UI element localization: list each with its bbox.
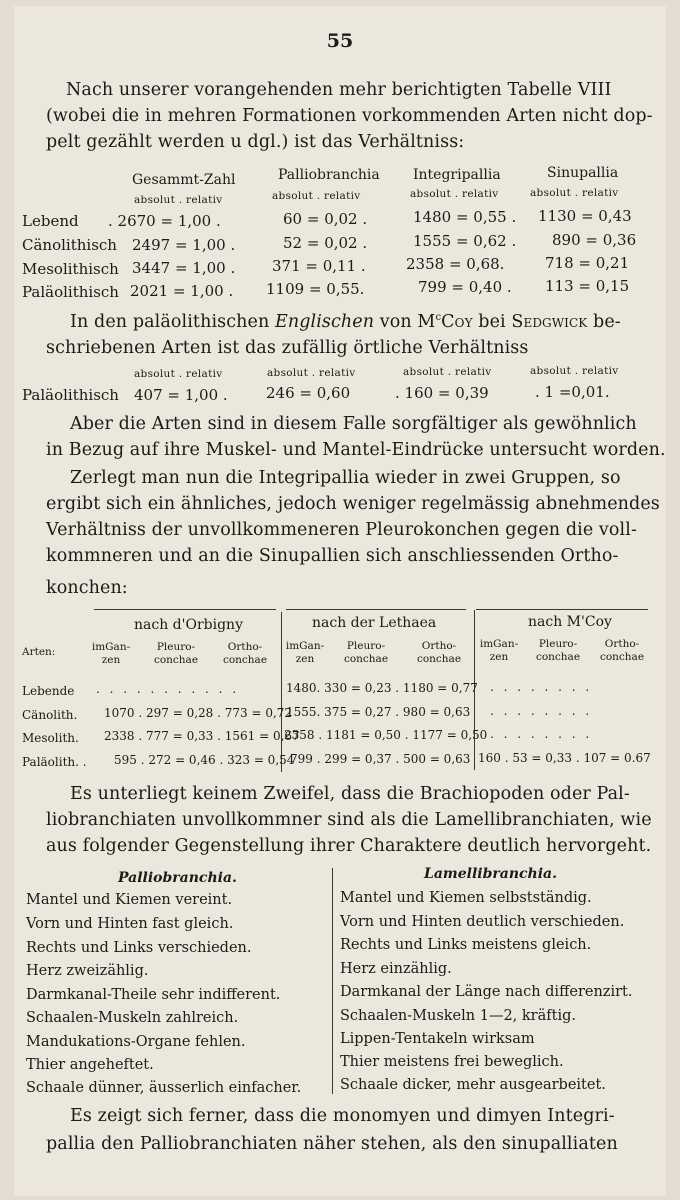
emphasis-text: Englischen: [274, 312, 375, 332]
table-row-label: Lebend: [22, 212, 79, 230]
text-run: be-: [587, 312, 621, 332]
table-cell: . 1 =0,01.: [535, 383, 610, 401]
table-cell: . . . . . . . .: [490, 727, 593, 741]
text-line: kommneren und an die Sinupallien sich anschliessenden Ortho-: [46, 546, 619, 566]
table-cell: 52 = 0,02 .: [283, 234, 368, 252]
table-row-header: Arten:: [22, 646, 56, 658]
table-cell: 407 = 1,00 .: [134, 386, 228, 404]
table-divider: [281, 612, 282, 772]
table-subheader: imGan- zen: [285, 640, 325, 665]
list-item: Herz zweizählig.: [26, 963, 149, 979]
table-cell: 160 . 53 = 0,33 . 107 = 0.67: [478, 751, 651, 765]
table-group-header: nach d'Orbigny: [134, 617, 243, 633]
table-rule: [476, 609, 648, 610]
table-cell: 1555 = 0,62 .: [413, 232, 517, 250]
table-row-label: Paläolith. .: [22, 755, 87, 769]
table-cell: 718 = 0,21: [545, 254, 630, 272]
table-cell: . 160 = 0,39: [395, 384, 489, 402]
table-row-label: Paläolithisch: [22, 283, 119, 301]
author-name: Coy: [441, 312, 473, 332]
text-line: Verhältniss der unvollkommeneren Pleurokonchen gegen die voll-: [46, 520, 637, 540]
text-run: von M: [374, 312, 436, 332]
table-cell: . . . . . . . . . . .: [96, 682, 240, 696]
text-line: ergibt sich ein ähnliches, jedoch weniger regelmässig abnehmendes: [46, 494, 660, 514]
table-cell: 113 = 0,15: [545, 277, 630, 295]
column-title: Palliobranchia.: [118, 870, 237, 886]
list-item: Rechts und Links meistens gleich.: [340, 937, 592, 953]
table-subheader: absolut . relativ: [267, 367, 356, 379]
list-item: Mandukations-Organe fehlen.: [26, 1034, 246, 1050]
table-cell: . . . . . . . .: [490, 704, 593, 718]
text-line: Zerlegt man nun die Integripallia wieder in zwei Gruppen, so: [70, 468, 621, 488]
author-name: Sedgwick: [511, 312, 588, 332]
table-group-header: nach der Lethaea: [312, 615, 437, 631]
page-number: 55: [326, 30, 354, 52]
table-cell: 799 . 299 = 0,37 . 500 = 0,63: [290, 752, 471, 766]
table-cell: 3447 = 1,00 .: [132, 259, 236, 277]
list-item: Darmkanal-Theile sehr indifferent.: [26, 987, 281, 1003]
list-item: Mantel und Kiemen selbstständig.: [340, 890, 592, 906]
table-cell: 60 = 0,02 .: [283, 210, 368, 228]
text-line: pelt gezählt werden u dgl.) ist das Verhältniss:: [46, 132, 465, 152]
table-subheader: absolut . relativ: [530, 365, 619, 377]
list-item: Schaale dicker, mehr ausgearbeitet.: [340, 1077, 606, 1093]
list-item: Schaalen-Muskeln 1—2, kräftig.: [340, 1008, 576, 1024]
table-row-label: Mesolithisch: [22, 260, 119, 278]
list-item: Herz einzählig.: [340, 961, 452, 977]
list-item: Thier angeheftet.: [26, 1057, 154, 1073]
table-subheader: Ortho- conchae: [599, 638, 645, 663]
text-line: konchen:: [46, 578, 128, 598]
list-item: Mantel und Kiemen vereint.: [26, 892, 233, 908]
text-line: pallia den Palliobranchiaten näher stehen, als den sinupalliaten: [46, 1134, 618, 1154]
table-cell: . . . . . . . .: [490, 680, 593, 694]
table-subheader: imGan- zen: [91, 641, 131, 666]
table-cell: 2358 = 0,68.: [406, 255, 505, 273]
table-subheader: absolut . relativ: [272, 190, 361, 202]
text-line: Nach unserer vorangehenden mehr berichtigten Tabelle VIII: [66, 80, 612, 100]
table-group-header: Gesammt-Zahl: [132, 172, 236, 188]
list-item: Vorn und Hinten fast gleich.: [26, 916, 234, 932]
table-cell: 1109 = 0,55.: [266, 280, 365, 298]
table-row-label: Cänolith.: [22, 708, 78, 722]
table-subheader: absolut . relativ: [530, 187, 619, 199]
table-subheader: absolut . relativ: [410, 188, 499, 200]
table-group-header: Sinupallia: [547, 165, 619, 181]
table-rule: [286, 609, 466, 610]
column-title: Lamellibranchia.: [424, 866, 557, 882]
table-cell: 1480 = 0,55 .: [413, 208, 517, 226]
text-line: Aber die Arten sind in diesem Falle sorgfältiger als gewöhnlich: [70, 414, 637, 434]
list-item: Schaale dünner, äusserlich einfacher.: [26, 1080, 302, 1096]
list-item: Rechts und Links verschieden.: [26, 940, 252, 956]
table-subheader: Pleuro- conchae: [343, 640, 389, 665]
table-group-header: Palliobranchia: [278, 167, 380, 183]
table-cell: 2358 . 1181 = 0,50 . 1177 = 0,50: [284, 728, 488, 742]
text-line: liobranchiaten unvollkommner sind als die Lamellibranchiaten, wie: [46, 810, 652, 830]
list-item: Thier meistens frei beweglich.: [340, 1054, 564, 1070]
table-cell: 246 = 0,60: [266, 384, 351, 402]
table-cell: . 2670 = 1,00 .: [108, 212, 221, 230]
text-line: schriebenen Arten ist das zufällig örtliche Verhältniss: [46, 338, 529, 358]
table-cell: 595 . 272 = 0,46 . 323 = 0,54: [114, 753, 295, 767]
table-subheader: Pleuro- conchae: [535, 638, 581, 663]
table-group-header: nach M'Coy: [528, 614, 612, 630]
list-item: Schaalen-Muskeln zahlreich.: [26, 1010, 239, 1026]
list-item: Vorn und Hinten deutlich verschieden.: [340, 914, 625, 930]
table-rule: [94, 609, 276, 610]
text-line: (wobei die in mehren Formationen vorkommenden Arten nicht dop-: [46, 106, 653, 126]
table-row-label: Cänolithisch: [22, 236, 117, 254]
table-subheader: Ortho- conchae: [222, 641, 268, 666]
list-item: Darmkanal der Länge nach differenzirt.: [340, 984, 633, 1000]
table-group-header: Integripallia: [413, 167, 501, 183]
table-cell: 1130 = 0,43: [538, 207, 632, 225]
table-cell: 1070 . 297 = 0,28 . 773 = 0,72: [104, 706, 293, 720]
table-subheader: absolut . relativ: [403, 366, 492, 378]
table-cell: 2021 = 1,00 .: [130, 282, 234, 300]
text-run: bei: [472, 312, 512, 332]
text-line: aus folgender Gegenstellung ihrer Charaktere deutlich hervorgeht.: [46, 836, 652, 856]
table-cell: 890 = 0,36: [552, 231, 637, 249]
table-cell: 799 = 0,40 .: [418, 278, 512, 296]
table-cell: 1480. 330 = 0,23 . 1180 = 0,77: [286, 681, 478, 695]
table-subheader: Ortho- conchae: [416, 640, 462, 665]
text-line: Es zeigt sich ferner, dass die monomyen und dimyen Integri-: [70, 1106, 615, 1126]
table-subheader: Pleuro- conchae: [153, 641, 199, 666]
list-item: Lippen-Tentakeln wirksam: [340, 1031, 535, 1047]
table-cell: 1555. 375 = 0,27 . 980 = 0,63: [286, 705, 471, 719]
superscript-text: c: [435, 312, 442, 324]
table-row-label: Paläolithisch: [22, 386, 119, 404]
table-row-label: Mesolith.: [22, 731, 79, 745]
table-cell: 2497 = 1,00 .: [132, 236, 236, 254]
text-line: Es unterliegt keinem Zweifel, dass die Brachiopoden oder Pal-: [70, 784, 630, 804]
text-line: [70, 312, 621, 332]
table-cell: 2338 . 777 = 0,33 . 1561 = 0,67: [104, 729, 300, 743]
table-subheader: absolut . relativ: [134, 368, 223, 380]
text-run: In den paläolithischen: [70, 312, 275, 332]
column-divider: [332, 868, 333, 1094]
table-subheader: absolut . relativ: [134, 194, 223, 206]
table-cell: 371 = 0,11 .: [272, 257, 366, 275]
table-row-label: Lebende: [22, 684, 75, 698]
text-line: in Bezug auf ihre Muskel- und Mantel-Eindrücke untersucht worden.: [46, 440, 666, 460]
table-subheader: imGan- zen: [479, 638, 519, 663]
